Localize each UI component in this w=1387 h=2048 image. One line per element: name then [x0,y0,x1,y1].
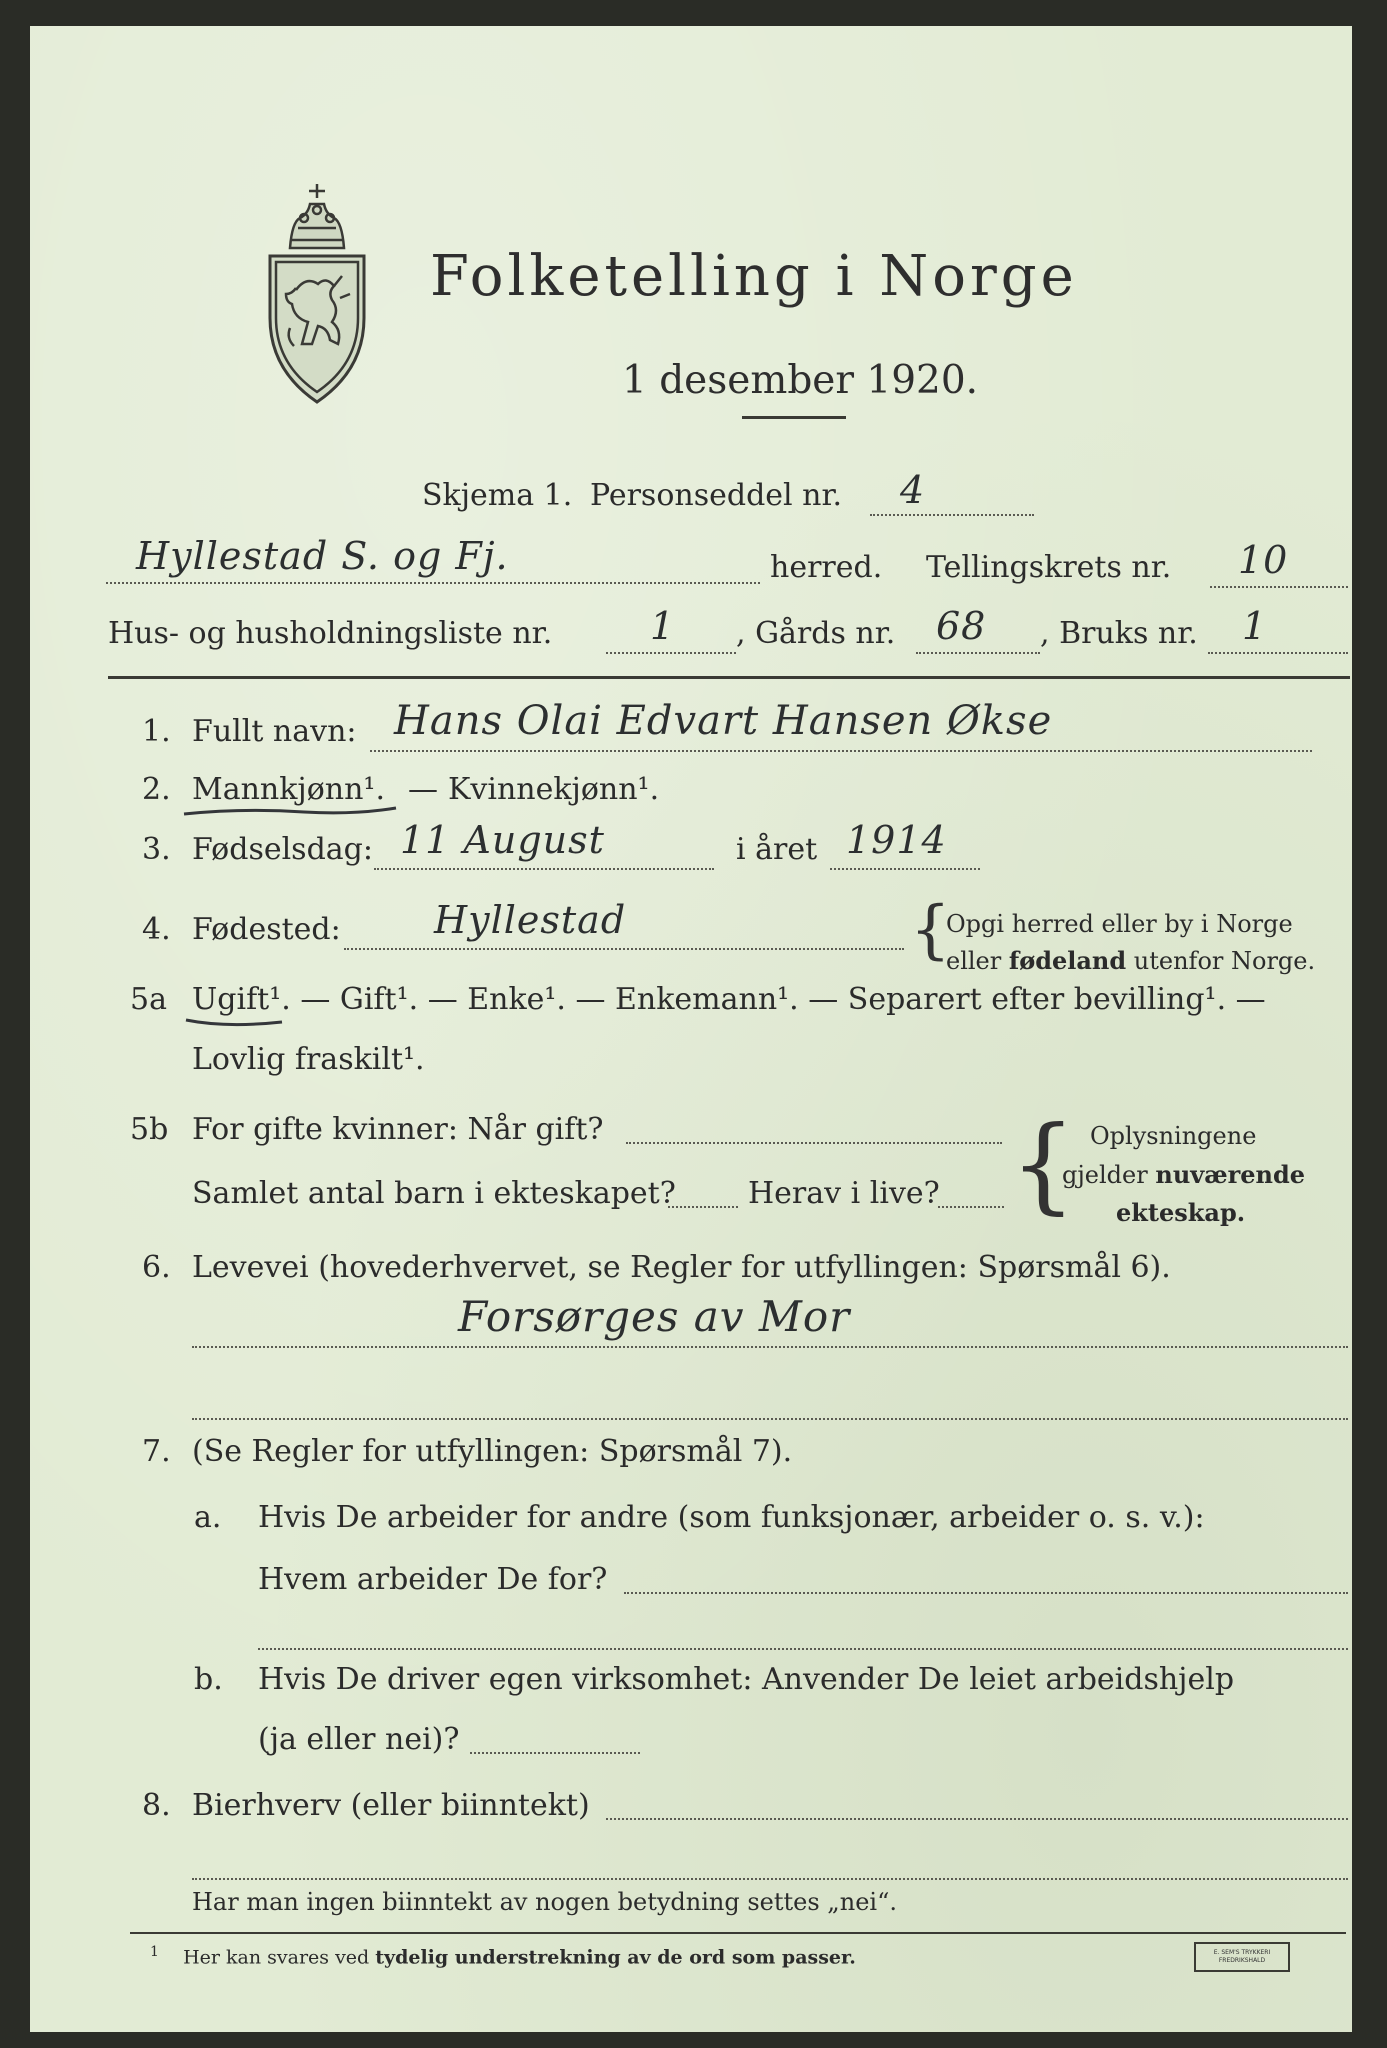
q5a-number: 5a [130,982,167,1017]
birth-year-value: 1914 [846,818,947,862]
q2-separator: — [408,772,438,807]
q7b-letter: b. [194,1662,223,1697]
q7a-dotline-2 [258,1648,1348,1650]
q1-dotline [370,750,1312,752]
footnote-rule [130,1932,1346,1934]
footnote-text [150,1944,856,1968]
herred-value: Hyllestad S. og Fj. [136,534,509,578]
q7b-line1: Hvis De driver egen virksomhet: Anvender De leiet arbeidshjelp [258,1662,1235,1697]
q3-number: 3. [142,832,171,867]
q7-label: (Se Regler for utfyllingen: Spørsmål 7). [192,1434,793,1469]
q8-number: 8. [142,1788,171,1823]
form-title: Folketelling i Norge [430,244,1078,309]
q8-dotline-1 [606,1818,1348,1820]
q2-number: 2. [142,772,171,807]
q6-dotline-1 [192,1346,1348,1348]
q6-number: 6. [142,1250,171,1285]
male-underline-mark [180,804,400,820]
husliste-number: 1 [650,604,676,648]
gards-number: 68 [936,604,987,648]
tellingskrets-number: 10 [1238,538,1289,582]
q4-note-line1: Opgi herred eller by i Norge [946,910,1293,938]
footnote-bold: tydelig understrekning av de ord som passer. [375,1946,856,1969]
personseddel-dotline [870,514,1034,516]
q7a-letter: a. [194,1500,222,1535]
printer-stamp [1194,1942,1290,1972]
q4-brace: { [910,893,951,967]
footnote-pre: Her kan svares ved [183,1946,370,1969]
birth-day-value: 11 August [400,818,605,862]
personseddel-number: 4 [900,468,926,512]
bruks-label: , Bruks nr. [1040,616,1198,651]
husliste-dotline [606,652,736,654]
q4-note-line2 [946,946,1315,975]
q5b-note-line3: ekteskap. [1116,1198,1246,1227]
livelihood-value: Forsørges av Mor [458,1292,851,1341]
q7b-dotline [470,1752,640,1754]
q2-male-option: Mannkjønn¹. [192,772,385,807]
q5b-note-line2-pre: gjelder [1062,1161,1148,1189]
tellingskrets-dotline [1210,586,1348,588]
q1-label: Fullt navn: [192,714,357,749]
q8-dotline-2 [192,1878,1348,1880]
bruks-dotline [1208,652,1348,654]
q3-day-dotline [374,868,714,870]
norway-coat-of-arms-icon [262,178,372,408]
ugift-underline-mark [182,1014,292,1030]
full-name-value: Hans Olai Edvart Hansen Økse [394,698,1053,744]
printer-stamp-line1: E. SEM'S TRYKKERI [1213,1949,1271,1956]
herred-dotline [106,582,760,584]
q4-label: Fødested: [192,912,341,947]
q3-year-dotline [830,868,980,870]
husliste-label: Hus- og husholdningsliste nr. [108,616,553,651]
q1-number: 1. [142,714,171,749]
birthplace-value: Hyllestad [434,898,627,942]
q5b-note-line1: Oplysningene [1090,1122,1257,1150]
q4-note-line2-pre: eller [946,947,1002,975]
q5b-alive-label: Herav i live? [748,1176,940,1211]
q2-female-option: Kvinnekjønn¹. [448,772,660,807]
herred-label: herred. [770,550,883,585]
q5b-alive-dotline [938,1206,1004,1208]
gards-dotline [916,652,1040,654]
q5b-brace: { [1010,1103,1077,1225]
q3-label: Fødselsdag: [192,832,373,867]
q7a-line2: Hvem arbeider De for? [258,1562,608,1597]
printer-stamp-line2: FREDRIKSHALD [1218,1957,1266,1964]
q4-note-line2-bold: fødeland [1008,946,1127,975]
q4-dotline [344,948,904,950]
q4-number: 4. [142,912,171,947]
q5a-options-line2: Lovlig fraskilt¹. [192,1042,425,1077]
q4-note-line2-post: utenfor Norge. [1133,947,1316,975]
gards-label: , Gårds nr. [736,616,896,651]
q5b-line1: For gifte kvinner: Når gift? [192,1112,604,1147]
q8-label: Bierhverv (eller biinntekt) [192,1788,590,1823]
q5b-note-line2-bold: nuværende [1155,1160,1306,1189]
q5b-children-dotline [668,1206,738,1208]
q7b-line2: (ja eller nei)? [258,1722,460,1757]
q6-label: Levevei (hovederhvervet, se Regler for utfyllingen: Spørsmål 6). [192,1250,1171,1285]
bruks-number: 1 [1242,604,1268,648]
q5b-children-label: Samlet antal barn i ekteskapet? [192,1176,676,1211]
q8-note: Har man ingen biinntekt av nogen betydning settes „nei“. [192,1888,897,1916]
census-form-sheet [30,26,1352,2032]
personseddel-label: Personseddel nr. [590,478,843,513]
header-rule [108,676,1350,679]
q5b-number: 5b [130,1112,169,1147]
q7-number: 7. [142,1434,171,1469]
tellingskrets-label: Tellingskrets nr. [926,550,1172,585]
q6-dotline-2 [192,1418,1348,1420]
census-date: 1 desember 1920. [622,358,979,403]
footnote-mark: 1 [150,1944,159,1960]
q3-year-label: i året [736,832,818,867]
q5b-married-dotline [626,1142,1002,1144]
q5a-options-line1: Ugift¹. — Gift¹. — Enke¹. — Enkemann¹. — Separert efter bevilling¹. — [192,982,1266,1017]
schema-label: Skjema 1. [422,478,573,513]
title-divider [742,416,846,419]
q5b-note-line2 [1062,1160,1305,1189]
q7a-line1: Hvis De arbeider for andre (som funksjonær, arbeider o. s. v.): [258,1500,1205,1535]
q7a-dotline-1 [624,1592,1348,1594]
